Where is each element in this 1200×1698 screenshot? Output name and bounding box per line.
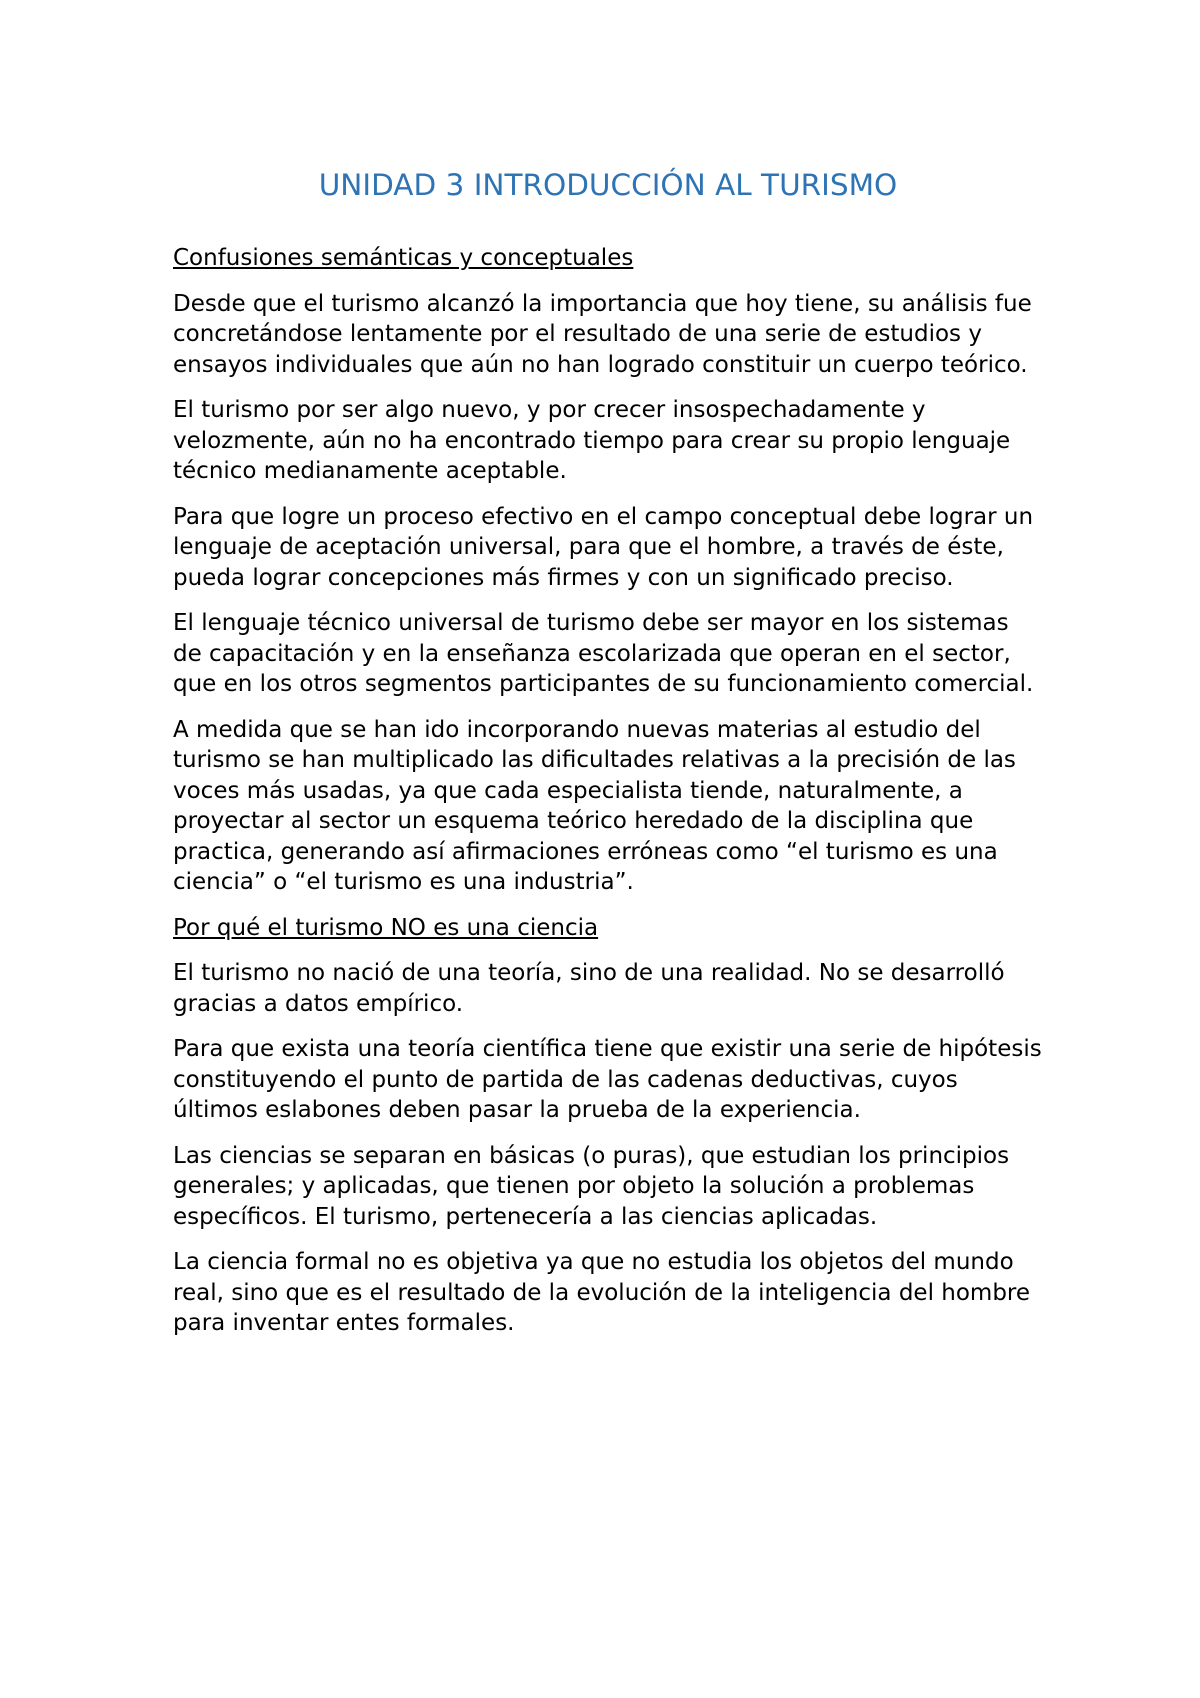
paragraph: Desde que el turismo alcanzó la importancia que hoy tiene, su análisis fue concretándose lentamente por el resultado de una serie de estudios y ensayos individuales que aún no han logrado constituir un cuerpo teórico. xyxy=(173,290,1032,378)
paragraph: A medida que se han ido incorporando nuevas materias al estudio del turismo se han multiplicado las dificultades relativas a la precisión de las voces más usadas, ya que cada especialista tiende, naturalmente, a proyectar al sector un esquema teórico heredado de la disciplina que practica, generando así afirmaciones erróneas como “el turismo es una ciencia” o “el turismo es una industria”. xyxy=(173,716,1016,895)
paragraph: El lenguaje técnico universal de turismo debe ser mayor en los sistemas de capacitación y en la enseñanza escolarizada que operan en el sector, que en los otros segmentos participantes de su funcionamiento comercial. xyxy=(173,610,1034,697)
paragraph: Para que exista una teoría científica tiene que existir una serie de hipótesis constituyendo el punto de partida de las cadenas deductivas, cuyos últimos eslabones deben pasar la prueba de la experiencia. xyxy=(173,1036,1042,1123)
paragraph: La ciencia formal no es objetiva ya que no estudia los objetos del mundo real, sino que es el resultado de la evolución de la inteligencia del hombre para inventar entes formales. xyxy=(173,1249,1031,1336)
paragraph: El turismo por ser algo nuevo, y por crecer insospechadamente y velozmente, aún no ha encontrado tiempo para crear su propio lenguaje técnico medianamente aceptable. xyxy=(173,397,1011,484)
paragraph: El turismo no nació de una teoría, sino de una realidad. No se desarrolló gracias a datos empírico. xyxy=(173,960,1005,1017)
section-heading-confusiones: Confusiones semánticas y conceptuales xyxy=(173,245,634,271)
section-heading-no-es-ciencia: Por qué el turismo NO es una ciencia xyxy=(173,914,599,941)
paragraph: Las ciencias se separan en básicas (o puras), que estudian los principios generales; y aplicadas, que tienen por objeto la solución a problemas específicos. El turismo, pertenecería a las ciencias aplicadas. xyxy=(173,1142,1010,1230)
paragraph: Para que logre un proceso efectivo en el campo conceptual debe lograr un lenguaje de aceptación universal, para que el hombre, a través de éste, pueda lograr concepciones más firmes y con un significado preciso. xyxy=(173,503,1034,591)
document-body xyxy=(173,165,1043,1354)
document-title: UNIDAD 3 INTRODUCCIÓN AL TURISMO xyxy=(318,168,898,202)
